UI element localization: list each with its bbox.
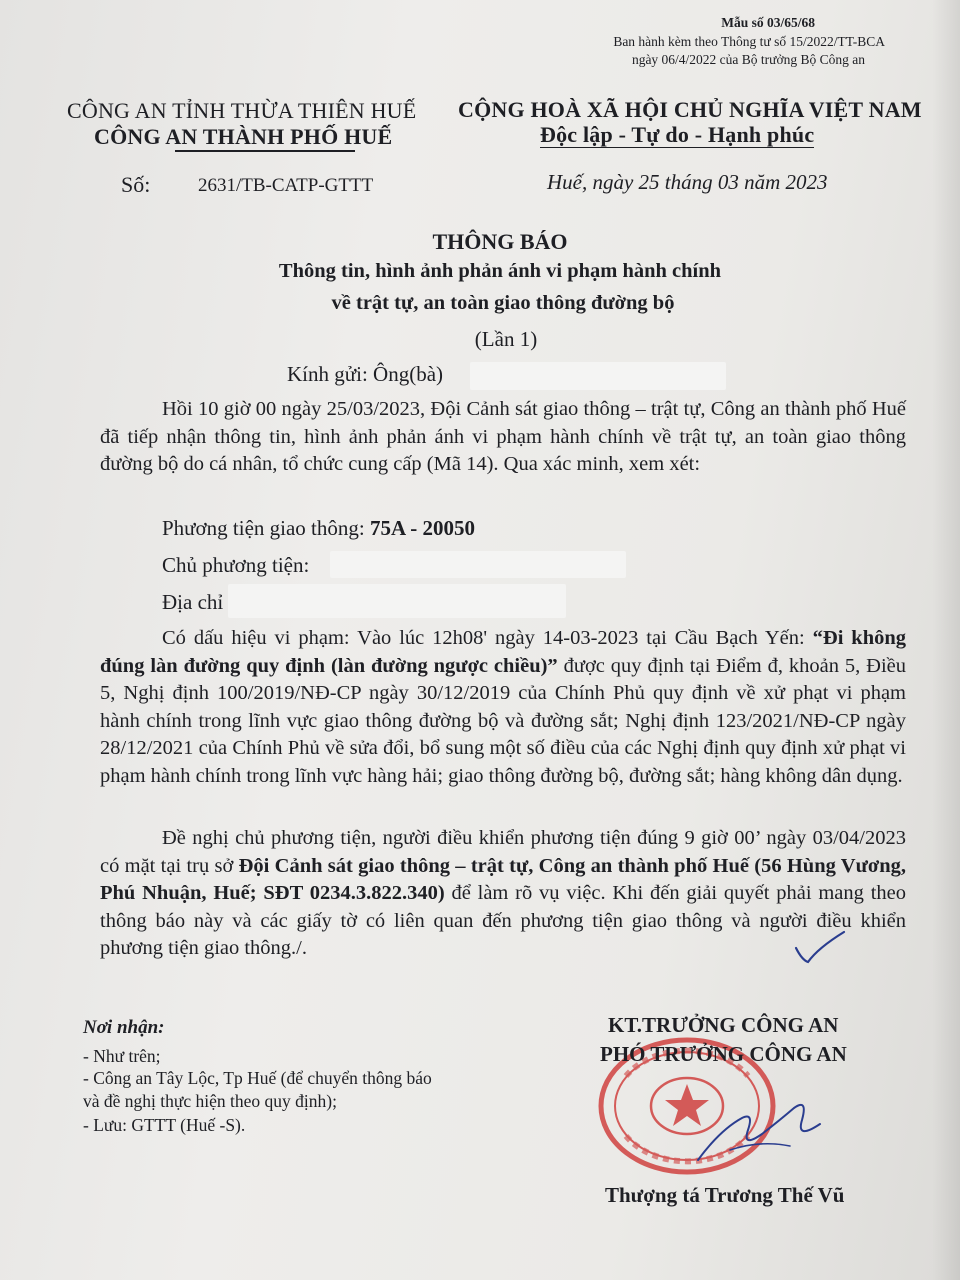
agency-name: CÔNG AN THÀNH PHỐ HUẾ	[94, 124, 393, 149]
violation-lead: Có dấu hiệu vi phạm: Vào lúc 12h08' ngày 14-03-2023 tại Cầu Bạch Yến:	[162, 627, 805, 649]
owner-label: Chủ phương tiện:	[162, 553, 310, 577]
recipients-heading: Nơi nhận:	[83, 1017, 165, 1038]
recipient-item: và đề nghị thực hiện theo quy định);	[83, 1091, 337, 1111]
recipient-item: - Công an Tây Lộc, Tp Huế (để chuyển thông báo	[83, 1068, 432, 1088]
notice-title: THÔNG BÁO	[432, 229, 568, 254]
request-paragraph	[100, 825, 906, 963]
notice-subtitle-1: Thông tin, hình ảnh phản ánh vi phạm hành chính	[278, 260, 722, 282]
place-date: Huế, ngày 25 tháng 03 năm 2023	[547, 170, 828, 194]
request-office: Đội Cảnh sát giao thông – trật tự, Công an thành phố Huế (56 Hùng Vương, Phú Nhuận, Huế; SĐT 0234.3.822.340)	[100, 854, 907, 904]
form-code: Mẫu số 03/65/68	[721, 15, 815, 30]
addressee-label: Kính gửi: Ông(bà)	[287, 362, 444, 386]
agency-parent: CÔNG AN TỈNH THỪA THIÊN HUẾ	[67, 98, 417, 123]
form-issued-with: Ban hành kèm theo Thông tư số 15/2022/TT-BCA	[613, 34, 885, 49]
nation-motto: Độc lập - Tự do - Hạnh phúc	[540, 122, 815, 147]
scan-edge-shade	[932, 0, 960, 1280]
notice-subtitle-2: về trật tự, an toàn giao thông đường bộ	[331, 292, 675, 314]
signer-name: Thượng tá Trương Thế Vũ	[605, 1183, 845, 1207]
signature-title-1: KT.TRƯỞNG CÔNG AN	[608, 1013, 839, 1037]
document-number-label: Số:	[121, 172, 151, 197]
recipient-item: - Như trên;	[83, 1046, 161, 1066]
nation-name: CỘNG HOÀ XÃ HỘI CHỦ NGHĨA VIỆT NAM	[458, 97, 922, 122]
vehicle-line	[162, 516, 475, 541]
vehicle-plate: 75A - 20050	[369, 516, 475, 540]
address-label: Địa chỉ	[162, 590, 224, 614]
form-issued-date: ngày 06/4/2022 của Bộ trưởng Bộ Công an	[631, 52, 865, 67]
document-number: 2631/TB-CATP-GTTT	[198, 175, 374, 196]
addressee-redaction	[470, 362, 726, 390]
signature-title-2: PHÓ TRƯỞNG CÔNG AN	[600, 1042, 847, 1066]
request-part1: Đề nghị chủ phương tiện, người điều khiển phương tiện đúng 9 giờ 00’ ngày 03/04/2023 có mặt tại trụ sở	[100, 827, 906, 877]
violation-offense: “Đi không đúng làn đường quy định (làn đường ngược chiều)”	[100, 627, 906, 677]
pen-check-mark	[792, 930, 852, 970]
intro-paragraph	[100, 396, 906, 479]
request-part2: để làm rõ vụ việc. Khi đến giải quyết phải mang theo thông báo này và các giấy tờ có liên quan đến phương tiện giao thông và người điều khiển phương tiện giao thông./.	[100, 882, 906, 959]
notice-round: (Lần 1)	[474, 327, 538, 351]
handwritten-signature	[690, 1090, 840, 1170]
intro-text: Hồi 10 giờ 00 ngày 25/03/2023, Đội Cảnh sát giao thông – trật tự, Công an thành phố Huế đã tiếp nhận thông tin, hình ảnh phản ánh vi phạm hành chính về trật tự, an toàn giao thông đường bộ do cá nhân, tổ chức cung cấp (Mã 14). Qua xác minh, xem xét:	[100, 398, 906, 475]
vehicle-label: Phương tiện giao thông:	[162, 516, 365, 540]
owner-redaction	[330, 551, 626, 578]
violation-paragraph	[100, 625, 906, 790]
violation-legal: được quy định tại Điểm đ, khoản 5, Điều 5, Nghị định 100/2019/NĐ-CP ngày 30/12/2019 của Chính Phủ quy định về xử phạt vi phạm hành chính trong lĩnh vực giao thông đường bộ và đường sắt; Nghị định 123/2021/NĐ-CP ngày 28/12/2021 của Chính Phủ về sửa đổi, bổ sung một số điều của các Nghị định quy định xử phạt vi phạm hành chính trong lĩnh vực hàng hải; giao thông đường bộ, đường sắt; hàng không dân dụng.	[100, 654, 906, 787]
agency-name-underline	[175, 150, 355, 152]
recipient-item: - Lưu: GTTT (Huế -S).	[83, 1115, 246, 1135]
address-redaction	[228, 584, 566, 618]
